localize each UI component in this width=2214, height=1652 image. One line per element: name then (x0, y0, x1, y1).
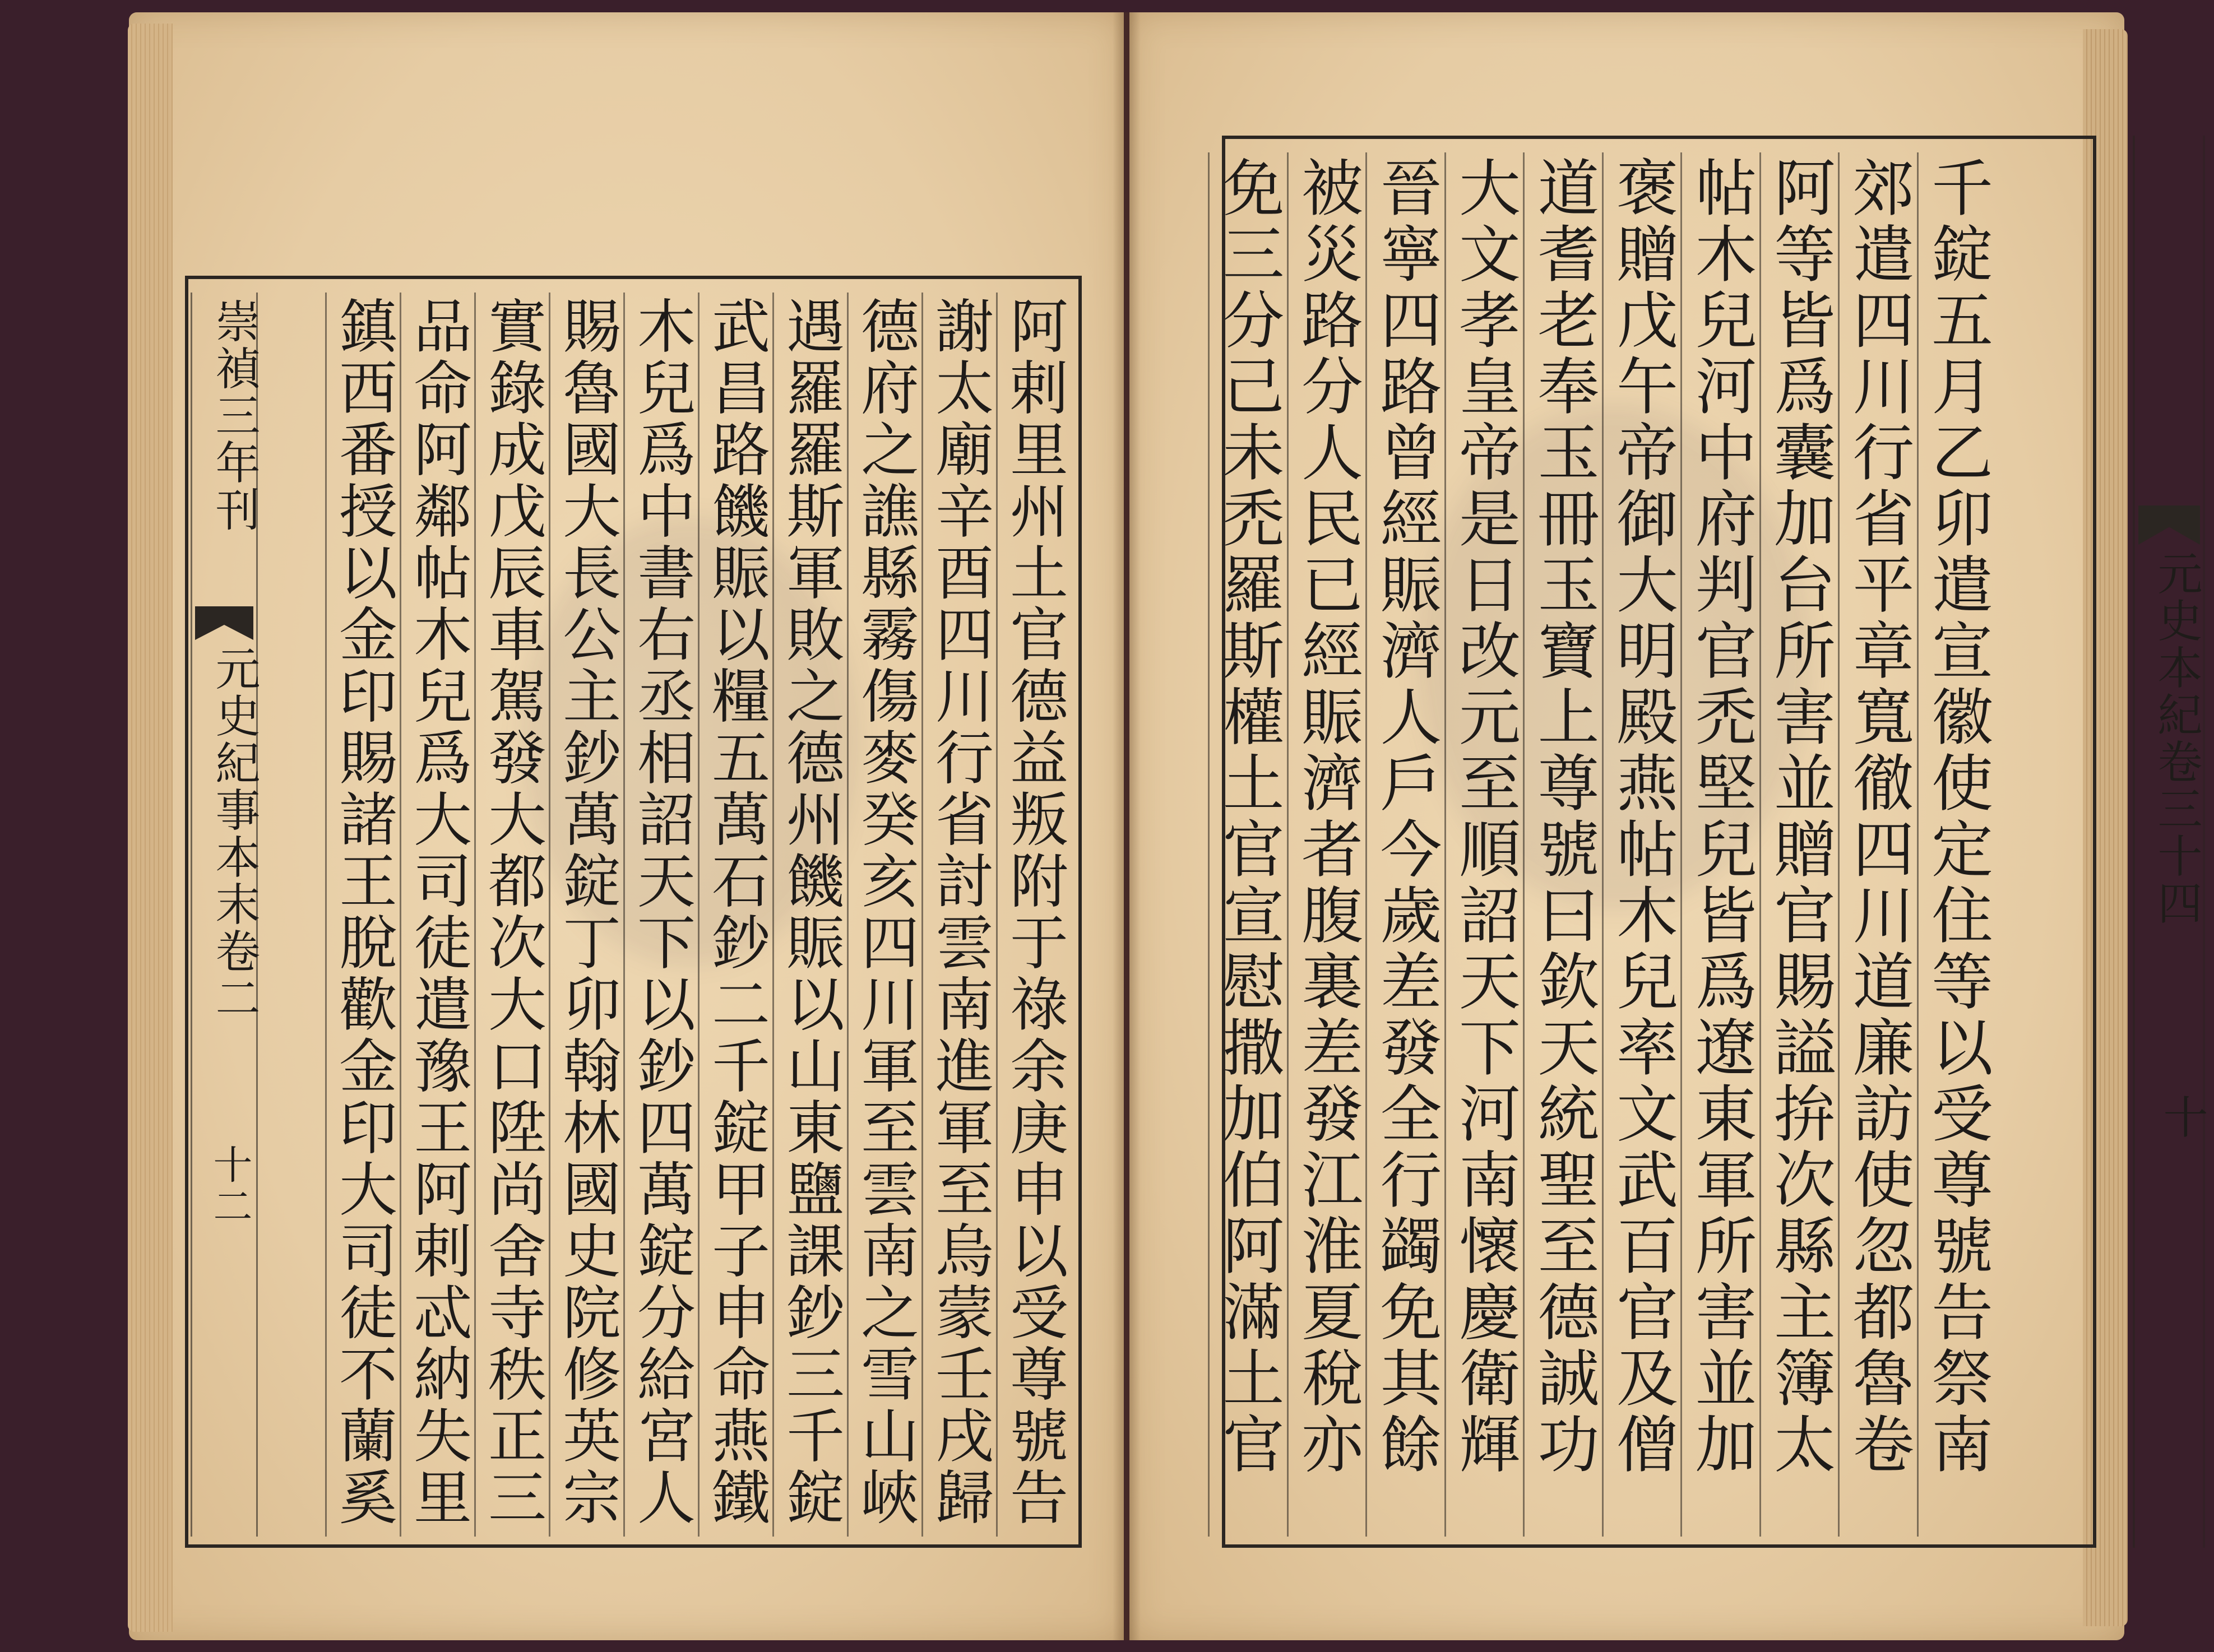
text-column: 謝太廟辛酉四川行省討雲南進軍至烏蒙壬戌歸 (921, 293, 996, 1537)
right-text-columns (1212, 152, 1995, 1537)
left-text-columns (331, 293, 1071, 1537)
text-column: 大文孝皇帝是日改元至順詔天下河南懷慶衛輝 (1444, 152, 1523, 1537)
text-column: 被災路分人民已經賑濟者腹裏差發江淮夏稅亦 (1287, 152, 1366, 1537)
text-column: 免三分己未禿羅斯權土官宣慰撒加伯阿滿土官 (1208, 152, 1287, 1537)
text-column: 郊遣四川行省平章寬徹四川道廉訪使忽都魯卷 (1838, 152, 1917, 1537)
left-margin-date: 崇禎三年刊 (208, 298, 260, 533)
text-column: 千錠五月乙卯遣宣徽使定住等以受尊號告祭南 (1917, 152, 1996, 1537)
text-column: 道耆老奉玉冊玉寶上尊號曰欽天統聖至德誠功 (1523, 152, 1602, 1537)
text-column: 德府之譙縣霧傷麥癸亥四川軍至雲南之雪山峽 (847, 293, 921, 1537)
text-column: 實錄成戊辰車駕發大都次大口陞尚舍寺秩正三 (474, 293, 549, 1537)
right-page-number: 十 (2156, 1094, 2208, 1141)
text-column: 帖木兒河中府判官禿堅兒皆爲遼東軍所害並加 (1680, 152, 1759, 1537)
right-margin-rule (2133, 136, 2135, 1548)
text-column: 鎮西番授以金印賜諸王脫歡金印大司徒不蘭奚 (325, 293, 400, 1537)
text-column: 品命阿鄰帖木兒爲大司徒遣豫王阿剌忒納失里 (400, 293, 474, 1537)
open-book (129, 12, 2208, 1640)
page-edges-left (128, 24, 173, 1632)
text-column: 木兒爲中書右丞相詔天下以鈔四萬錠分給宮人 (623, 293, 698, 1537)
text-column: 武昌路饑賑以糧五萬石鈔二千錠甲子申命燕鐵 (698, 293, 772, 1537)
fishtail-mark (2138, 505, 2200, 545)
text-column: 褒贈戊午帝御大明殿燕帖木兒率文武百官及僧 (1602, 152, 1681, 1537)
right-margin-title: 元史本紀卷三十四 (2150, 550, 2202, 927)
left-margin-title: 元史紀事本末卷二 (208, 646, 260, 1022)
book-spine (1113, 12, 1141, 1640)
text-column: 阿等皆爲囊加台所害並贈官賜謚拚次縣主簿太 (1759, 152, 1838, 1537)
left-page-number: 十二 (207, 1144, 253, 1227)
text-column: 賜魯國大長公主鈔萬錠丁卯翰林國史院修英宗 (549, 293, 623, 1537)
text-column: 晉寧四路曾經賑濟人戶今歲差發全行蠲免其餘 (1365, 152, 1444, 1537)
text-column: 遇羅羅斯軍敗之德州饑賑以山東鹽課鈔三千錠 (772, 293, 847, 1537)
text-column: 阿剌里州土官德益叛附于祿余庚申以受尊號告 (996, 293, 1071, 1537)
